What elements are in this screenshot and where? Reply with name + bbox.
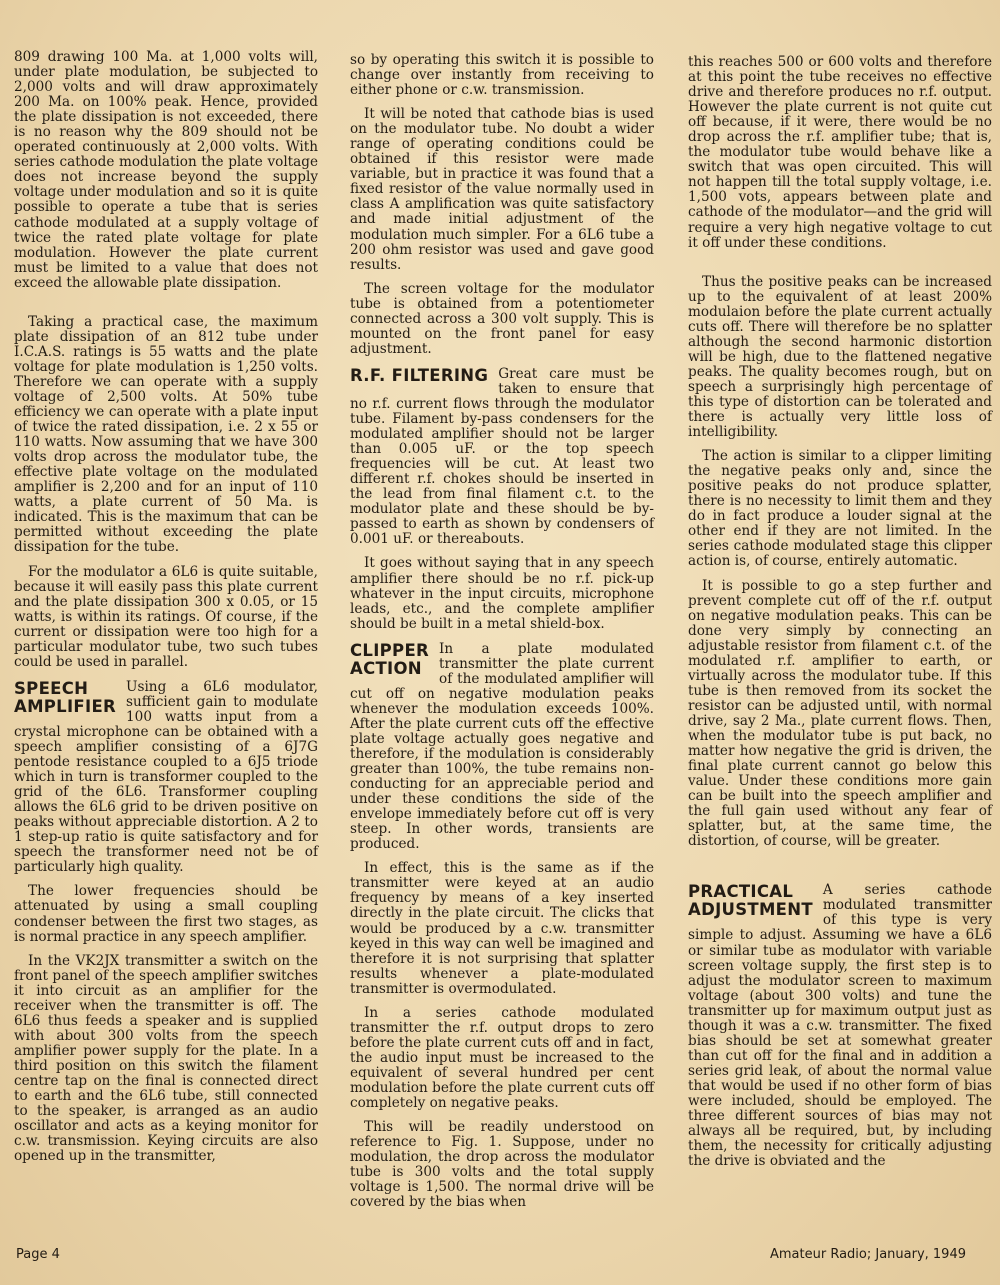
column-1 bbox=[14, 50, 318, 1173]
heading-line: AMPLIFIER bbox=[14, 696, 117, 716]
paragraph: A series cathode modulated transmitter of this type is very simple to adjust. Assuming we have a 6L6 or similar tube as modulator with variable screen voltage supply, the first step is to adjust the modulator screen to maximum voltage (about 300 volts) and tune the transmitter up for maximum output just as though it was a c.w. transmitter. The fixed bias should be set at somewhat greater than cut off for the final and in addition a series grid leak, of about the normal value that would be used if no other form of bias were included, should be employed. The three different sources of bias may not always all be required, but, by including them, the necessity for critically adjusting the drive is obviated and the bbox=[688, 882, 992, 1170]
section-heading bbox=[688, 883, 813, 919]
masthead-footer: Amateur Radio; January, 1949 bbox=[769, 1247, 966, 1262]
section-speech-amplifier bbox=[14, 680, 318, 885]
paragraph: In a plate modulated transmitter the plate current of the modulated amplifier will cut off on negative modulation peaks whenever the modulation exceeds 100%. After the plate current cuts off the effective plate voltage actually goes negative and therefore, if the modulation is considerably greater than 100%, the tube remains non-conducting for an appreciable period and under these conditions the side of the envelope immediately before cut off is very steep. In other words, transients are produced. bbox=[350, 640, 654, 853]
section-heading bbox=[350, 642, 429, 678]
paragraph: so by operating this switch it is possible to change over instantly from receiving to either phone or c.w. transmission. bbox=[350, 52, 654, 99]
heading-line: CLIPPER bbox=[350, 640, 430, 660]
paragraph: Thus the positive peaks can be increased up to the equivalent of at least 200% modulaion before the plate current actually cuts off. There will therefore be no splatter although the second harmonic distortion will be high, due to the flattened negative peaks. The quality becomes rough, but on speech a surprisingly high percentage of this type of distortion can be tolerated and there is actually very little loss of intelligibility. bbox=[688, 273, 992, 441]
section-heading: R.F. FILTERING bbox=[350, 365, 489, 385]
heading-line: PRACTICAL bbox=[688, 882, 794, 902]
column-2 bbox=[350, 53, 654, 1219]
paragraph: Using a 6L6 modulator, sufficient gain to modulate 100 watts input from a crystal microphone can be obtained with a speech amplifier consisting of a 6J7G pentode resistance coupled to a 6J5 triode which in turn is transformer coupled to the grid of the 6L6. Transformer coupling allows the 6L6 grid to be driven positive on peaks without appreciable distortion. A 2 to 1 step-up ratio is quite satisfactory and for speech the transformer need not be of particularly high quality. bbox=[14, 678, 318, 876]
paragraph: In effect, this is the same as if the transmitter were keyed at an audio frequency by means of a key inserted directly in the plate circuit. The clicks that would be produced by a c.w. transmitter keyed in this way can well be imagined and therefore it is not surprising that splatter results whenever a plate-modulated transmitter is overmodulated. bbox=[350, 860, 654, 997]
paragraph: Great care must be taken to ensure that no r.f. current flows through the modulator tube. Filament by-pass condensers for the modulated amplifier should not be larger than 0.005 uF. or the top speech frequencies will be cut. At least two different r.f. chokes should be inserted in the lead from final filament c.t. to the modulator plate and these should be by-passed to earth as shown by condensers of 0.001 uF. or thereabouts. bbox=[350, 365, 654, 548]
section-rf-filtering bbox=[350, 367, 654, 557]
heading-line: ACTION bbox=[350, 658, 422, 678]
column-3 bbox=[688, 55, 992, 1178]
section-practical-adjustment bbox=[688, 883, 992, 1178]
paragraph: In the VK2JX transmitter a switch on the front panel of the speech amplifier switches it into circuit as an amplifier for the receiver when the transmitter is off. The 6L6 thus feeds a speaker and is supplied with about 300 volts from the speech amplifier power supply for the plate. In a third position on this switch the filament centre tap on the final is connected direct to earth and the 6L6 tube, still connected to the speaker, is arranged as an audio oscillator and acts as a keying monitor for c.w. transmission. Keying circuits are also opened up in the transmitter, bbox=[14, 952, 318, 1165]
section-clipper-action bbox=[350, 642, 654, 862]
heading-line: SPEECH bbox=[14, 678, 89, 698]
paragraph: The screen voltage for the modulator tube is obtained from a potentiometer connected across a 300 volt supply. This is mounted on the front panel for easy adjustment. bbox=[350, 280, 654, 357]
paragraph: For the modulator a 6L6 is quite suitable, because it will easily pass this plate current and the plate dissipation 300 x 0.05, or 15 watts, is within its ratings. Of course, if the current or dissipation were too high for a particular modulator tube, two such tubes could be used in parallel. bbox=[14, 563, 318, 670]
paragraph: It goes without saying that in any speech amplifier there should be no r.f. pick-up whatever in the input circuits, microphone leads, etc., and the complete amplifier should be built in a metal shield-box. bbox=[350, 555, 654, 632]
paragraph: this reaches 500 or 600 volts and therefore at this point the tube receives no effective drive and therefore produces no r.f. output. However the plate current is not quite cut off because, if it were, there would be no drop across the r.f. amplifier tube; that is, the modulator tube would behave like a switch that was open circuited. This will not happen till the total supply voltage, i.e. 1,500 vots, appears between plate and cathode of the modulator—and the grid will require a very high negative voltage to cut it off under these conditions. bbox=[688, 54, 992, 251]
paragraph: The action is similar to a clipper limiting the negative peaks only and, since the positive peaks do not produce splatter, there is no necessity to limit them and they do in fact produce a louder signal at the other end if they are not limited. In the series cathode modulated stage this clipper action is, of course, entirely automatic. bbox=[688, 448, 992, 570]
page-number: Page 4 bbox=[16, 1247, 60, 1262]
paragraph: It will be noted that cathode bias is used on the modulator tube. No doubt a wider range of operating conditions could be obtained if this resistor were made variable, but in practice it was found that a fixed resistor of the value normally used in class A amplification was quite satisfactory and made initial adjustment of the modulation much simpler. For a 6L6 tube a 200 ohm resistor was used and gave good results. bbox=[350, 106, 654, 273]
heading-line: ADJUSTMENT bbox=[688, 900, 813, 920]
paragraph: This will be readily understood on reference to Fig. 1. Suppose, under no modulation, the drop across the modulator tube is 300 volts and the total supply voltage is 1,500. The normal drive will be covered by the bias when bbox=[350, 1119, 654, 1211]
paragraph: 809 drawing 100 Ma. at 1,000 volts will, under plate modulation, be subjected to 2,000 volts and will draw approximately 200 Ma. on 100% peak. Hence, provided the plate dissipation is not exceeded, there is no reason why the 809 should not be operated continuously at 2,000 volts. With series cathode modulation the plate voltage does not increase beyond the supply voltage under modulation and so it is quite possible to operate a tube that is series cathode modulated at a supply voltage of twice the rated plate voltage for plate modulation. However the plate current must be limited to a value that does not exceed the allowable plate dissipation. bbox=[14, 49, 318, 291]
paragraph: The lower frequencies should be attenuated by using a small coupling condenser between the first two stages, as is normal practice in any speech amplifier. bbox=[14, 883, 318, 945]
paragraph: In a series cathode modulated transmitter the r.f. output drops to zero before the plate current cuts off and in fact, the audio input must be increased to the equivalent of several hundred per cent modulation before the plate current cuts off completely on negative peaks. bbox=[350, 1004, 654, 1112]
paragraph: Taking a practical case, the maximum plate dissipation of an 812 tube under I.C.A.S. ratings is 55 watts and the plate voltage for plate modulation is 1,250 volts. Therefore we can operate with a supply voltage of 2,500 volts. At 50% tube efficiency we can operate with a plate input of twice the rated dissipation, i.e. 2 x 55 or 110 watts. Now assuming that we have 300 volts drop across the modulator tube, the effective plate voltage on the modulated amplifier is 2,200 and for an input of 110 watts, a plate current of 50 Ma. is indicated. This is the maximum that can be permitted without exceeding the plate dissipation for the tube. bbox=[14, 313, 318, 556]
paragraph: It is possible to go a step further and prevent complete cut off of the r.f. output on negative modulation peaks. This can be done very simply by connecting an adjustable resistor from filament c.t. of the modulated r.f. amplifier to earth, or virtually across the modulator tube. If this tube is then removed from its socket the resistor can be adjusted until, with normal drive, say 2 Ma., plate current flows. Then, when the modulator tube is put back, no matter how negative the grid is driven, the final plate current cannot go below this value. Under these conditions more gain can be built into the speech amplifier and the full gain used without any fear of splatter, but, at the same time, the distortion, of course, will be greater. bbox=[688, 577, 992, 850]
section-heading bbox=[14, 680, 116, 716]
